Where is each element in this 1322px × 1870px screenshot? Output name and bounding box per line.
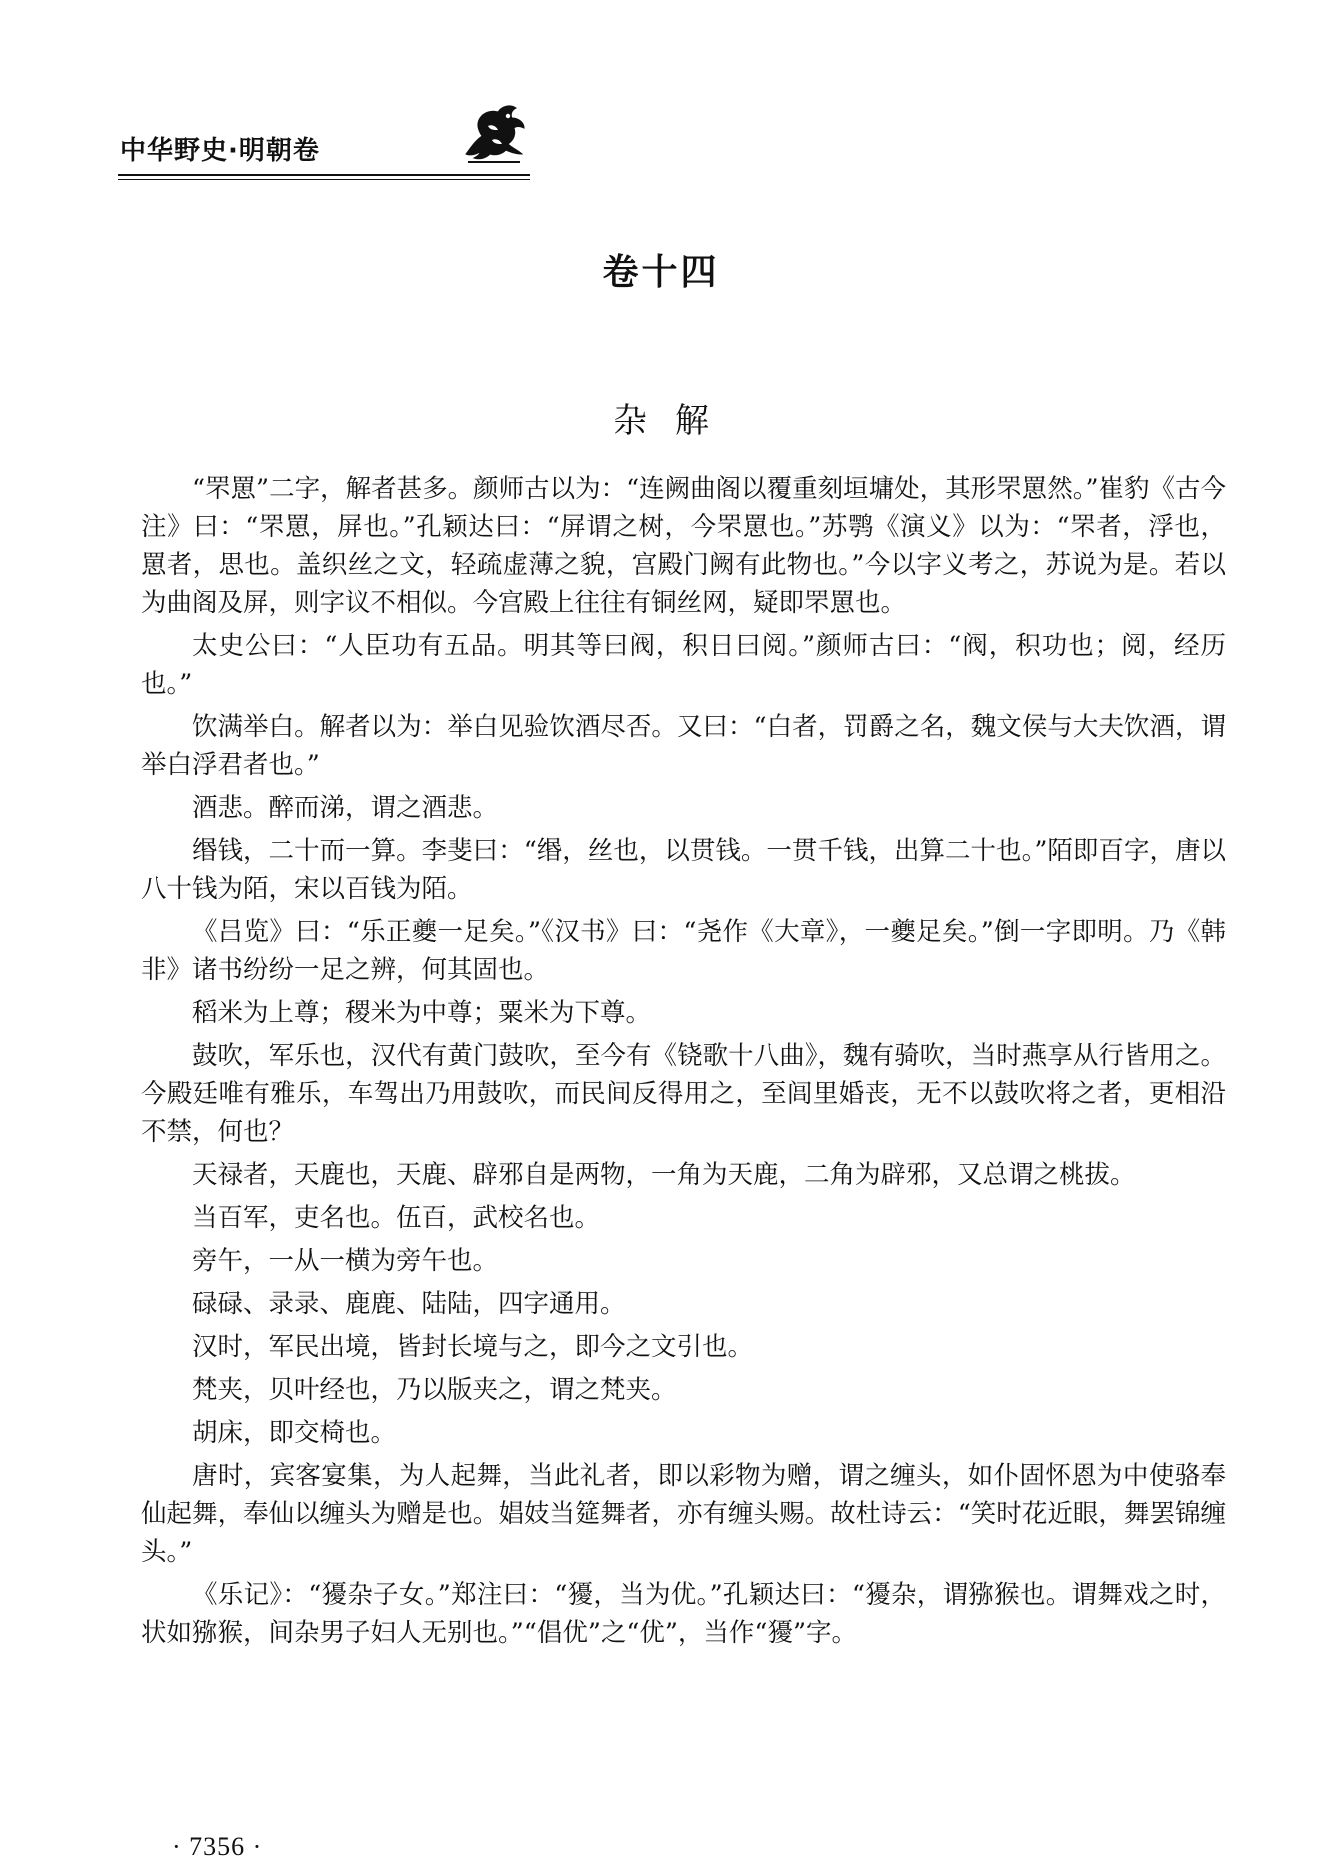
paragraph: 汉时，军民出境，皆封长境与之，即今之文引也。 bbox=[192, 1332, 754, 1362]
chapter-title: 卷十四 bbox=[602, 252, 720, 293]
dragon-emblem-icon bbox=[458, 96, 530, 166]
paragraph: 碌碌、录录、鹿鹿、陆陆，四字通用。 bbox=[192, 1289, 626, 1319]
book-title: 中华野史·明朝卷 bbox=[120, 136, 320, 166]
paragraph: 旁午，一从一横为旁午也。 bbox=[192, 1246, 499, 1276]
body-text bbox=[141, 470, 1226, 1657]
running-header bbox=[118, 96, 530, 172]
paragraph: 缗钱，二十而一算。李斐曰：“缗，丝也，以贯钱。一贯千钱，出算二十也。”陌即百字，唐以八十钱为陌，宋以百钱为陌。 bbox=[141, 836, 1226, 904]
paragraph: 酒悲。醉而涕，谓之酒悲。 bbox=[192, 793, 499, 823]
paragraph: 鼓吹，军乐也，汉代有黄门鼓吹，至今有《铙歌十八曲》，魏有骑吹，当时燕享从行皆用之。今殿廷唯有雅乐，车驾出乃用鼓吹，而民间反得用之，至闾里婚丧，无不以鼓吹将之者，更相沿不禁，何也？ bbox=[141, 1041, 1226, 1147]
paragraph: 当百军，吏名也。伍百，武校名也。 bbox=[192, 1203, 601, 1233]
header-rule-thin bbox=[118, 179, 530, 180]
page-number: · 7356 · bbox=[172, 1832, 263, 1861]
paragraph: 梵夹，贝叶经也，乃以版夹之，谓之梵夹。 bbox=[192, 1375, 677, 1405]
paragraph: 《吕览》曰：“乐正夔一足矣。”《汉书》曰：“尧作《大章》，一夔足矣。”倒一字即明。乃《韩非》诸书纷纷一足之辨，何其固也。 bbox=[141, 917, 1226, 985]
paragraph: 唐时，宾客宴集，为人起舞，当此礼者，即以彩物为赠，谓之缠头，如仆固怀恩为中使骆奉仙起舞，奉仙以缠头为赠是也。娼妓当筵舞者，亦有缠头赐。故杜诗云：“笑时花近眼，舞罢锦缠头。” bbox=[141, 1461, 1226, 1567]
section-title: 杂解 bbox=[613, 401, 737, 441]
paragraph: 太史公曰：“人臣功有五品。明其等曰阀，积日曰阅。”颜师古曰：“阀，积功也；阅，经历也。” bbox=[141, 631, 1226, 699]
paragraph: 天禄者，天鹿也，天鹿、辟邪自是两物，一角为天鹿，二角为辟邪，又总谓之桃拔。 bbox=[192, 1160, 1136, 1190]
paragraph: “罘罳”二字，解者甚多。颜师古以为：“连阙曲阁以覆重刻垣墉处，其形罘罳然。”崔豹《古今注》曰：“罘罳，屏也。”孔颖达曰：“屏谓之树，今罘罳也。”苏鹗《演义》以为：“罘者，浮也，罳者，思也。盖织丝之文，轻疏虚薄之貌，宫殿门阙有此物也。”今以字义考之，苏说为是。若以为曲阁及屏，则字议不相似。今宫殿上往往有铜丝网，疑即罘罳也。 bbox=[141, 474, 1226, 618]
paragraph: 《乐记》：“獶杂子女。”郑注曰：“獶，当为优。”孔颖达曰：“獶杂，谓猕猴也。谓舞戏之时，状如猕猴，间杂男子妇人无别也。”“倡优”之“优”，当作“獶”字。 bbox=[141, 1580, 1226, 1648]
paragraph: 稻米为上尊；稷米为中尊；粟米为下尊。 bbox=[192, 998, 652, 1028]
paragraph: 饮满举白。解者以为：举白见验饮酒尽否。又曰：“白者，罚爵之名，魏文侯与大夫饮酒，谓举白浮君者也。” bbox=[141, 712, 1226, 780]
paragraph: 胡床，即交椅也。 bbox=[192, 1418, 397, 1448]
header-rule bbox=[118, 174, 530, 176]
